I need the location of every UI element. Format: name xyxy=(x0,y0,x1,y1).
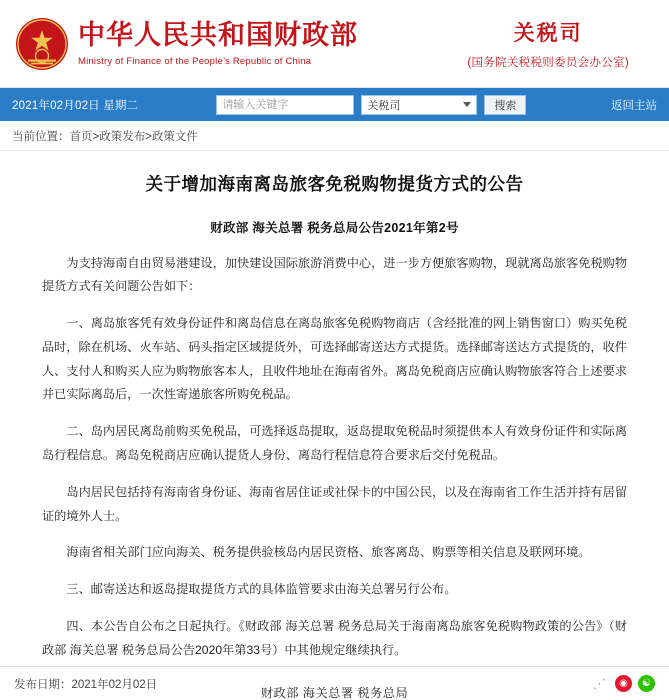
ministry-name-en: Ministry of Finance of the People’s Republic of China xyxy=(78,55,312,67)
article-paragraphs xyxy=(42,252,627,663)
nav-search-bar xyxy=(0,88,669,121)
chevron-down-icon xyxy=(463,102,471,107)
page-title: 关于增加海南离岛旅客免税购物提货方式的公告 xyxy=(145,175,524,195)
breadcrumb: 当前位置：首页>政策发布>政策文件 xyxy=(0,121,669,151)
issuing-authorities: 财政部 海关总署 税务总局 xyxy=(260,686,409,700)
category-select-value: 关税司 xyxy=(367,99,401,112)
paragraph: 二、岛内居民离岛前购买免税品，可选择返岛提取，返岛提取免税品时须提供本人有效身份证件和实际离岛行程信息。离岛免税商店应确认提货人身份、离岛行程信息符合要求后交付免税品。 xyxy=(42,424,628,462)
paragraph: 为支持海南自由贸易港建设，加快建设国际旅游消费中心，进一步方便旅客购物，现就离岛旅客免税购物提货方式有关问题公告如下： xyxy=(42,255,628,294)
paragraph: 四、本公告自公布之日起执行。《财政部 海关总署 税务总局关于海南离岛旅客免税购物政策的公告》（财政部 海关总署 税务总局公告2020年第33号）中其他规定继续执行。 xyxy=(42,618,627,657)
article-footer xyxy=(0,666,669,700)
site-header xyxy=(0,0,669,88)
paragraph: 海南省相关部门应向海关、税务提供验核岛内居民资格、旅客离岛、购票等相关信息及联网环境。 xyxy=(66,545,591,560)
weibo-glyph: ◉ xyxy=(619,677,628,689)
department-title: 关税司 xyxy=(513,20,583,45)
paragraph: 岛内居民包括持有海南省身份证、海南省居住证或社保卡的中国公民，以及在海南省工作生活并持有居留证的境外人士。 xyxy=(42,484,628,523)
wechat-icon[interactable] xyxy=(638,675,655,692)
ministry-title-block xyxy=(78,20,358,66)
paragraph: 一、离岛旅客凭有效身份证件和离岛信息在离岛旅客免税购物商店（含经批准的网上销售窗口）购买免税品时，除在机场、火车站、码头指定区域提货外，可选择邮寄送达方式提货。选择邮寄送达方式提货的，收件人、支付人和购买人应为购物旅客本人，且收件地址在海南省外。离岛免税商店应确认购物旅客符合上述要求并已实际离岛后，一次性寄递旅客所购免税品。 xyxy=(42,316,628,402)
category-select[interactable] xyxy=(361,95,477,115)
document-number: 财政部 海关总署 税务总局公告2021年第2号 xyxy=(210,220,459,235)
weibo-icon[interactable] xyxy=(615,675,632,692)
share-dots-icon[interactable]: ⋰ xyxy=(593,675,606,691)
wechat-glyph: ☯ xyxy=(642,677,651,689)
paragraph: 三、邮寄送达和返岛提取提货方式的具体监管要求由海关总署另行公布。 xyxy=(66,582,457,597)
ministry-name-cn: 中华人民共和国财政部 xyxy=(78,20,358,52)
article-body xyxy=(0,151,669,700)
national-emblem-icon xyxy=(14,16,70,72)
department-subtitle: (国务院关税税则委员会办公室) xyxy=(467,57,629,69)
publish-date: 发布日期：2021年02月02日 xyxy=(14,678,158,691)
search-button[interactable]: 搜索 xyxy=(484,95,526,115)
share-area xyxy=(593,675,655,692)
search-area xyxy=(216,95,526,115)
current-date: 2021年02月02日 星期二 xyxy=(12,99,139,112)
department-block xyxy=(467,17,655,70)
search-input[interactable]: 请输入关键字 xyxy=(216,95,354,115)
back-to-home-link[interactable]: 返回主站 xyxy=(611,99,657,112)
